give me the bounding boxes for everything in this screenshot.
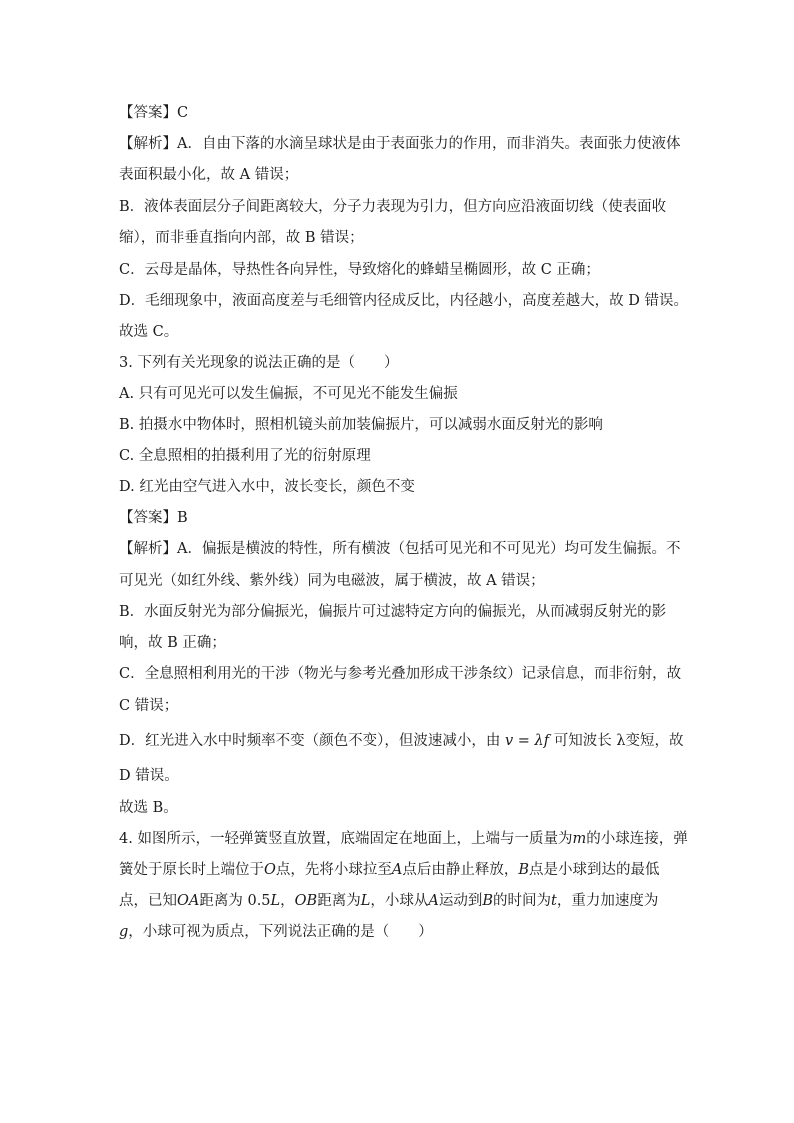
q4-symbol: m: [572, 831, 587, 847]
q4-symbol: B: [482, 893, 493, 909]
q4-symbol: O: [264, 862, 276, 878]
q4-text: ，重力加速度为: [556, 893, 659, 909]
q4-text: 点后由静止释放，: [402, 862, 519, 878]
q4-text: ，小球从: [370, 893, 429, 909]
q4-text: 簧处于原长时上端位于: [119, 862, 264, 878]
q2-conclusion: 故选 C。: [119, 324, 179, 340]
q4-symbol: t: [551, 893, 557, 909]
q3-stem: 3. 下列有关光现象的说法正确的是（ ）: [119, 355, 399, 371]
q3-answer: 【答案】B: [119, 510, 188, 526]
q3-option-b: B. 拍摄水中物体时，照相机镜头前加装偏振片，可以减弱水面反射光的影响: [119, 417, 603, 433]
q4-text: 点，已知: [119, 893, 177, 909]
q4-symbol: L: [270, 893, 281, 909]
q4-symbol: B: [518, 862, 530, 878]
q4-symbol: A: [428, 893, 439, 909]
q3-analysis-text: 可知波长 λ变短，故: [553, 733, 684, 749]
q2-answer: 【答案】C: [119, 105, 189, 121]
q3-conclusion: 故选 B。: [119, 800, 178, 816]
q3-analysis-line: 响，故 B 正确；: [119, 635, 226, 651]
q4-text: 的小球连接，弹: [586, 831, 688, 847]
q3-analysis-line: B．水面反射光为部分偏振光，偏振片可过滤特定方向的偏振光，从而减弱反射光的影: [119, 604, 667, 620]
q3-option-a: A. 只有可见光可以发生偏振，不可见光不能发生偏振: [119, 386, 458, 402]
q4-stem-line: [119, 829, 688, 849]
q4-stem-line: [119, 922, 433, 942]
q3-option-d: D. 红光由空气进入水中，波长变长，颜色不变: [119, 479, 415, 495]
q3-analysis-line: 【解析】A．偏振是横波的特性，所有横波（包括可见光和不可见光）均可发生偏振。不: [119, 541, 681, 557]
q3-analysis-line: 可见光（如红外线、紫外线）同为电磁波，属于横波，故 A 错误；: [119, 573, 545, 589]
q4-stem-line: [119, 891, 658, 911]
q4-text: 距离为 0.5: [199, 893, 271, 909]
q2-analysis-line: D．毛细现象中，液面高度差与毛细管内径成反比，内径越小，高度差越大，故 D 错误。: [119, 293, 688, 309]
q4-symbol: OB: [294, 893, 318, 909]
q3-analysis-text: D．红光进入水中时频率不变（颜色不变），但波速减小，由: [119, 733, 501, 749]
q4-text: 距离为: [317, 893, 361, 909]
q4-text: 运动到: [438, 893, 483, 909]
q2-analysis-line: B．液体表面层分子间距离较大，分子力表现为引力，但方向应沿液面切线（使表面收: [119, 199, 667, 215]
q4-text: 4. 如图所示，一轻弹簧竖直放置，底端固定在地面上，上端与一质量为: [119, 831, 573, 847]
q2-analysis-line: 【解析】A．自由下落的水滴呈球状是由于表面张力的作用，而非消失。表面张力使液体: [119, 136, 681, 152]
q3-option-c: C. 全息照相的拍摄利用了光的衍射原理: [119, 448, 371, 464]
q4-symbol: g: [119, 924, 129, 940]
q2-analysis-line: 表面积最小化，故 A 错误；: [119, 167, 299, 183]
q4-symbol: L: [360, 893, 371, 909]
q4-text: 的时间为: [493, 893, 551, 909]
q2-analysis-line: 缩），而非垂直指向内部，故 B 错误；: [119, 230, 364, 246]
wave-formula: v = λf: [504, 733, 550, 749]
q3-analysis-line: D 错误。: [119, 768, 179, 784]
q2-analysis-line: C．云母是晶体，导热性各向异性，导致熔化的蜂蜡呈椭圆形，故 C 正确；: [119, 262, 600, 278]
q4-stem-line: [119, 860, 660, 880]
q4-text: ，小球可视为质点，下列说法正确的是（ ）: [128, 924, 433, 940]
q3-analysis-line: C 错误；: [119, 698, 179, 714]
q3-analysis-line: [119, 731, 684, 751]
q4-text: 点，先将小球拉至: [275, 862, 392, 878]
q4-symbol: OA: [177, 893, 200, 909]
q3-analysis-line: C．全息照相利用光的干涉（物光与参考光叠加形成干涉条纹）记录信息，而非衍射，故: [119, 666, 682, 682]
q4-text: 点是小球到达的最低: [529, 862, 660, 878]
q4-symbol: A: [391, 862, 403, 878]
q4-text: ，: [280, 893, 295, 909]
